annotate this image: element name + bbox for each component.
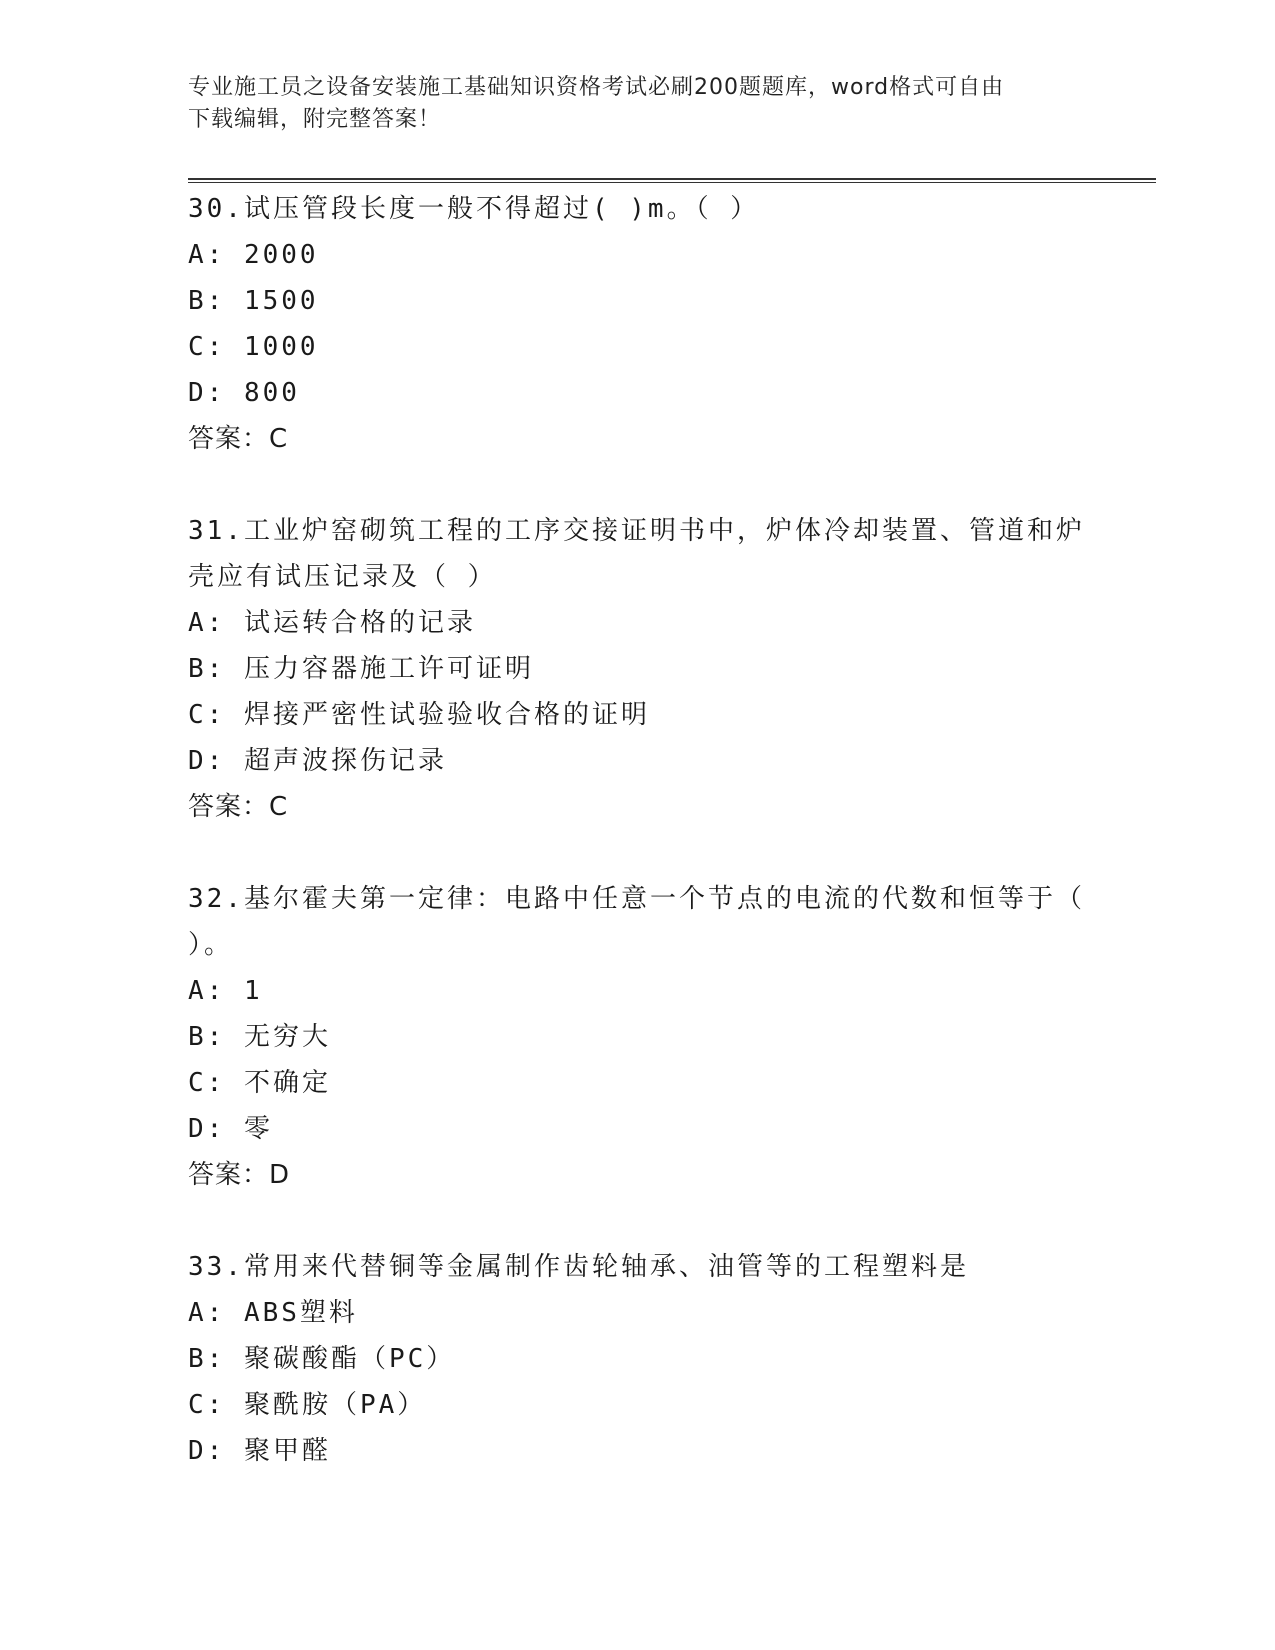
question-stem: 30.试压管段长度一般不得超过( )m。（ ） <box>188 194 760 224</box>
question-stem: 32.基尔霍夫第一定律：电路中任意一个节点的电流的代数和恒等于（ <box>188 884 1085 914</box>
header-line-1: 专业施工员之设备安装施工基础知识资格考试必刷200题题库，word格式可自由 <box>188 75 1005 100</box>
question-33 <box>188 1244 1088 1474</box>
option-d: D: 零 <box>188 1114 273 1144</box>
option-d: D: 聚甲醛 <box>188 1436 331 1466</box>
option-b: B: 压力容器施工许可证明 <box>188 654 534 684</box>
option-a: A: ABS塑料 <box>188 1298 358 1328</box>
option-b: B: 无穷大 <box>188 1022 331 1052</box>
answer-line: 答案：D <box>188 1160 291 1190</box>
option-c: C: 1000 <box>188 332 319 362</box>
option-b: B: 1500 <box>188 286 319 316</box>
option-c: C: 不确定 <box>188 1068 331 1098</box>
option-c: C: 焊接严密性试验验收合格的证明 <box>188 700 650 730</box>
option-d: D: 超声波探伤记录 <box>188 746 447 776</box>
answer-line: 答案：C <box>188 792 289 822</box>
question-31 <box>188 508 1088 830</box>
answer-line: 答案：C <box>188 424 289 454</box>
question-stem-continued: ）。 <box>188 930 234 960</box>
question-stem-continued: 壳应有试压记录及（ ） <box>188 562 497 592</box>
option-b: B: 聚碳酸酯（PC） <box>188 1344 456 1374</box>
header-divider <box>188 178 1156 183</box>
question-stem: 33.常用来代替铜等金属制作齿轮轴承、油管等的工程塑料是 <box>188 1252 969 1282</box>
question-list <box>188 186 1088 1520</box>
document-header <box>188 72 1088 136</box>
option-a: A: 试运转合格的记录 <box>188 608 476 638</box>
option-d: D: 800 <box>188 378 300 408</box>
question-32 <box>188 876 1088 1198</box>
header-line-2: 下载编辑，附完整答案！ <box>188 107 442 132</box>
option-c: C: 聚酰胺（PA） <box>188 1390 427 1420</box>
option-a: A: 1 <box>188 976 263 1006</box>
option-a: A: 2000 <box>188 240 319 270</box>
question-stem: 31.工业炉窑砌筑工程的工序交接证明书中，炉体冷却装置、管道和炉 <box>188 516 1085 546</box>
question-30 <box>188 186 1088 462</box>
